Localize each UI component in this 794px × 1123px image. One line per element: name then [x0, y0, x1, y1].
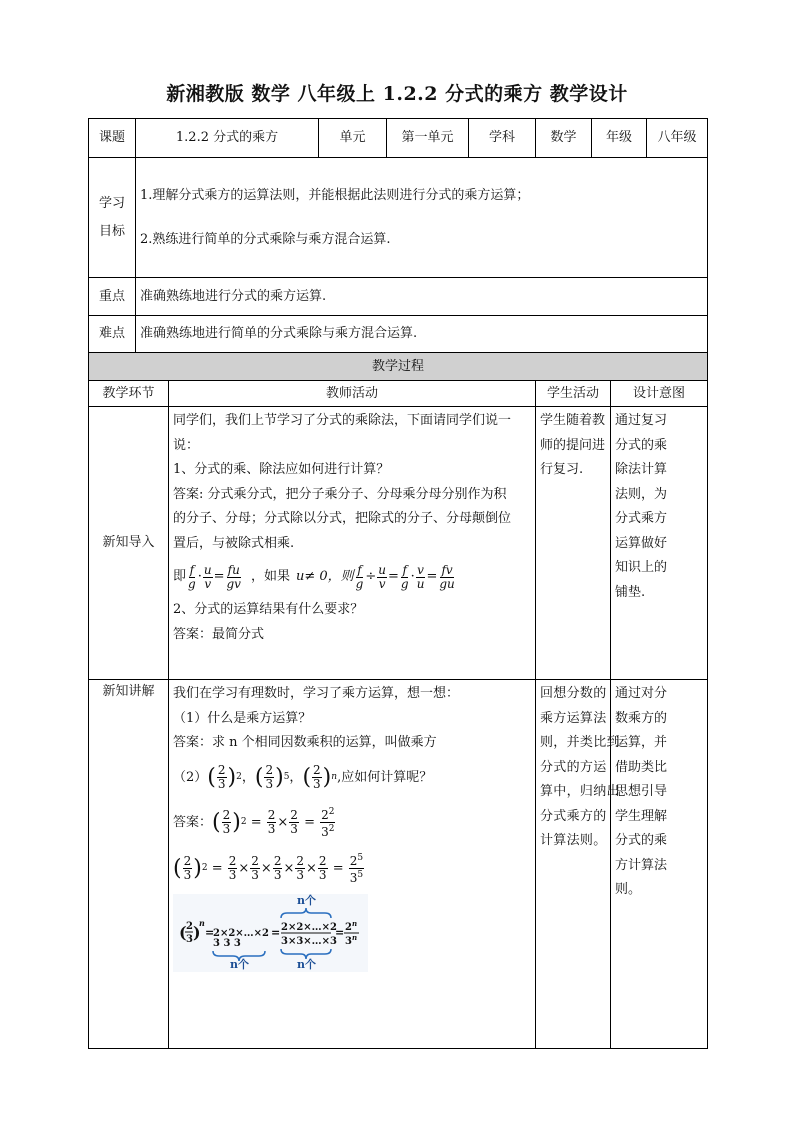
key-point-row [89, 278, 708, 316]
text-line: 运算做好 [615, 535, 668, 551]
col-stage: 教学环节 [89, 381, 169, 407]
text-line: 计算法则。 [540, 833, 607, 848]
text-line: 分式乘方 [615, 511, 668, 526]
subject-label: 学科 [469, 119, 536, 158]
ke-ti-label: 课题 [89, 119, 136, 158]
difficulty-text: 准确熟练地进行简单的分式乘除与乘方混合运算. [136, 316, 708, 353]
goals-label [89, 158, 136, 278]
text-line: 数乘方的 [615, 710, 668, 726]
text-line: 答案: 分式乘分式，把分子乘分子、分母乘分母分别作为积 [173, 486, 507, 502]
svg-text:2: 2 [186, 920, 193, 932]
formula-condition: u≠ 0，则 [295, 569, 354, 585]
question-suffix: ,应如何计算呢？ [337, 769, 433, 785]
goals-label-line: 学习 [98, 196, 125, 211]
text-line: 学生随着教 [540, 413, 606, 428]
text-line: 分式乘方的 [540, 808, 607, 824]
answer-fifth-power: ( $\frac{2}{3}$ ) 2 = $\frac{2}{3}$ × $\frac{2}{3}$ × $\frac{2}{3}$ × $\frac{2}{3}$ × $\frac{2}{3}$ = $\frac{2^5}{3^5}$ [173, 853, 364, 885]
unit-label: 单元 [319, 119, 387, 158]
unit-value: 第一单元 [387, 119, 469, 158]
text-line: 的分子、分母；分式除以分式，把除式的分子、分母颠倒位 [173, 511, 512, 526]
text-line: 乘方运算法 [540, 710, 607, 726]
text-line: 行复习. [540, 462, 584, 477]
text-line: 学生理解 [615, 808, 668, 824]
goal-item: 2.熟练进行简单的分式乘除与乘方混合运算. [140, 231, 391, 247]
brace-label-top: n个 [297, 893, 316, 907]
svg-text:=: = [271, 925, 281, 939]
text-line: 置后，与被除式相乘. [173, 535, 295, 551]
grade-label: 年级 [592, 119, 647, 158]
power-question: （2） ( $\frac{2}{3}$ ) 2 ， ( $\frac{2}{3}$ ) 5 ， ( $\frac{2}{3}$ ) n ,应如何计算呢？ [173, 763, 433, 791]
answer-label: 答案： [173, 814, 213, 830]
subject-value: 数学 [536, 119, 592, 158]
explain-student [536, 680, 620, 1049]
col-teacher: 教师活动 [169, 381, 536, 407]
text-line: 2、分式的运算结果有什么要求？ [173, 602, 364, 617]
intro-stage: 新知导入 [89, 407, 169, 680]
header-row [89, 119, 708, 158]
brace-diagram [173, 894, 368, 972]
text-line: 通过复习 [615, 413, 668, 428]
brace-label-bottom-right: n个 [297, 957, 316, 971]
process-section-row [89, 353, 708, 381]
text-line: 法则，为 [615, 486, 668, 502]
col-student: 学生活动 [536, 381, 611, 407]
formula-mid: ，如果 [250, 569, 290, 585]
goals-label-line: 目标 [98, 223, 125, 239]
text-line: 1、分式的乘、除法应如何进行计算？ [173, 462, 390, 477]
text-line: 算中，归纳出 [540, 784, 620, 799]
svg-text:2×2×…×2: 2×2×…×2 [281, 921, 338, 933]
text-line: 借助类比 [615, 759, 668, 775]
intro-intent [611, 407, 708, 680]
fraction-formula: 即 $\frac{f}{g}$ · $\frac{u}{v}$ = $\frac{fu}{gv}$ ，如果 u≠ 0，则 $\frac{f}{g}$ ÷ $\frac{u}{v}$ = $\frac{f}{g}$ · $\frac{v}{u}$ = $\frac{fv}{gu}$ [173, 562, 455, 591]
process-section-title: 教学过程 [89, 353, 708, 381]
text-line: 除法计算 [615, 462, 668, 477]
text-line: 思想引导 [615, 784, 668, 799]
text-line: 铺垫. [615, 584, 646, 600]
key-point-label: 重点 [89, 278, 136, 316]
lesson-plan-table [88, 118, 708, 1049]
text-line: 同学们，我们上节学习了分式的乘除法，下面请同学们说一 [173, 413, 512, 428]
key-point-text: 准确熟练地进行分式的乘方运算. [136, 278, 708, 316]
svg-text:2×2×…×2: 2×2×…×2 [213, 927, 270, 939]
text-line: 知识上的 [615, 560, 668, 575]
answer-square: 答案： ( $\frac{2}{3}$ ) 2 = $\frac{2}{3}$ × $\frac{2}{3}$ = $\frac{2^2}{3^2}$ [173, 807, 335, 839]
text-line: 方计算法 [615, 857, 668, 873]
text-line: 答案：最简分式 [173, 626, 265, 642]
svg-text:3: 3 [186, 933, 193, 945]
svg-text:3×3×…×3: 3×3×…×3 [281, 935, 338, 947]
question-prefix: （2） [173, 769, 208, 785]
text-line: 我们在学习有理数时，学习了乘方运算，想一想： [173, 686, 460, 701]
intro-student [536, 407, 611, 680]
svg-text:2n: 2$^n$ [345, 918, 358, 933]
page-title: 新湘教版 数学 八年级上 1.2.2 分式的乘方 教学设计 [166, 83, 628, 105]
goals-row [89, 158, 708, 278]
difficulty-label: 难点 [89, 316, 136, 353]
goals-content [136, 158, 708, 278]
explain-teacher [169, 680, 536, 1049]
text-line: 通过对分 [615, 686, 668, 701]
text-line: 分式的乘 [615, 437, 668, 453]
intro-teacher [169, 407, 536, 680]
goal-item: 1.理解分式乘方的运算法则，并能根据此法则进行分式的乘方运算； [140, 188, 530, 203]
text-line: 运算，并 [615, 735, 668, 750]
ke-ti-value: 1.2.2 分式的乘方 [136, 119, 319, 158]
difficulty-row [89, 316, 708, 353]
explain-row [89, 680, 708, 1049]
text-line: 分式的乘 [615, 833, 668, 848]
svg-text:=: = [205, 925, 215, 939]
svg-text:): ) [193, 922, 201, 942]
text-line: 分式的方运 [540, 759, 607, 775]
text-line: 说： [173, 437, 200, 453]
svg-text:n: n [199, 917, 205, 928]
svg-text:3n: 3$^n$ [345, 932, 358, 947]
brace-label-bottom-left: n个 [230, 957, 249, 971]
col-intent: 设计意图 [611, 381, 708, 407]
formula-prefix: 即 [173, 569, 187, 585]
text-line: 则，并类比到 [540, 735, 620, 750]
intro-row [89, 407, 708, 680]
explain-intent [611, 680, 708, 1049]
text-line: 师的提问进 [540, 437, 606, 453]
text-line: 答案：求 n 个相同因数乘积的运算，叫做乘方 [173, 735, 437, 750]
explain-stage: 新知讲解 [89, 680, 169, 1049]
grade-value: 八年级 [647, 119, 708, 158]
svg-text:(: ( [179, 922, 187, 942]
process-header-row [89, 381, 708, 407]
nth-power-figure [173, 894, 368, 972]
svg-text:3 3 3: 3 3 3 [213, 937, 241, 949]
text-line: （1）什么是乘方运算？ [173, 710, 312, 726]
text-line: 则。 [615, 882, 642, 897]
svg-text:=: = [335, 925, 345, 939]
text-line: 回想分数的 [540, 686, 607, 701]
